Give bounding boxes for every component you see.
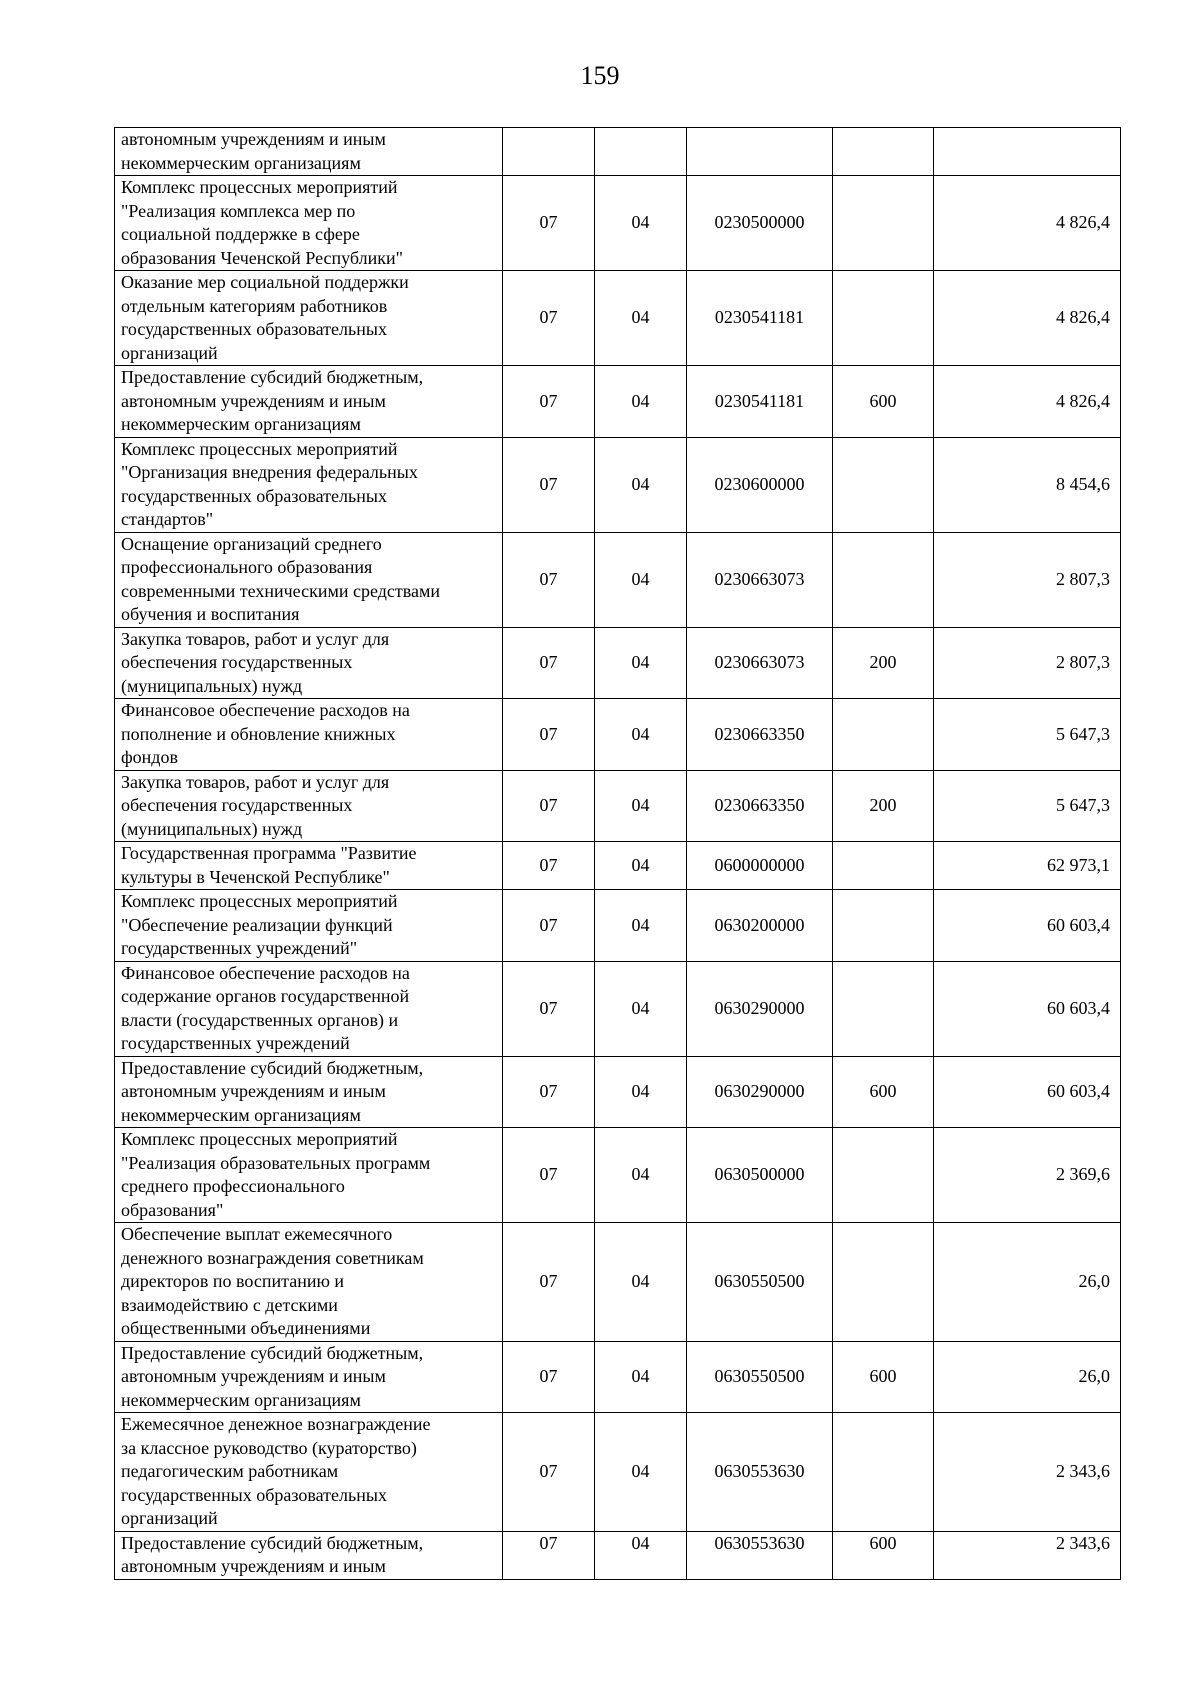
description-line: организаций (121, 342, 218, 363)
section-code: 07 (503, 1056, 595, 1128)
subsection-code: 04 (595, 1341, 687, 1413)
description-line: власти (государственных органов) и (121, 1009, 399, 1030)
description-line: автономным учреждениям и иным (121, 1366, 386, 1386)
amount: 26,0 (934, 1223, 1121, 1342)
description-line: Финансовое обеспечение расходов на (121, 700, 410, 720)
description-line: обучения и воспитания (121, 604, 300, 624)
section-code (503, 128, 595, 176)
table-row (115, 437, 1121, 532)
table-row (115, 770, 1121, 842)
description-line: отдельным категориям работников (121, 295, 388, 316)
description-line: "Обеспечение реализации функций (121, 914, 393, 935)
expense-type-code: 200 (833, 627, 934, 699)
row-description (115, 128, 503, 176)
table-row (115, 699, 1121, 771)
description-line: культуры в Чеченской Республике" (121, 866, 390, 887)
description-line: Оказание мер социальной поддержки (121, 272, 409, 292)
subsection-code: 04 (595, 961, 687, 1056)
table-row (115, 1128, 1121, 1223)
description-line: Обеспечение выплат ежемесячного (121, 1224, 393, 1244)
target-article-code: 0230663350 (687, 770, 833, 842)
section-code: 07 (503, 1341, 595, 1413)
description-line: "Реализация комплекса мер по (121, 200, 356, 221)
target-article-code: 0600000000 (687, 842, 833, 890)
description-line: современными техническими средствами (121, 580, 441, 601)
expense-type-code (833, 699, 934, 771)
section-code: 07 (503, 890, 595, 962)
description-line: обеспечения государственных (121, 652, 353, 672)
section-code: 07 (503, 842, 595, 890)
description-line: Комплекс процессных мероприятий (121, 891, 398, 911)
table-row (115, 1413, 1121, 1532)
table-row (115, 1056, 1121, 1128)
subsection-code: 04 (595, 1128, 687, 1223)
section-code: 07 (503, 176, 595, 271)
description-line: профессионального образования (121, 557, 373, 577)
subsection-code: 04 (595, 699, 687, 771)
target-article-code: 0230663350 (687, 699, 833, 771)
expense-type-code (833, 890, 934, 962)
target-article-code: 0230500000 (687, 176, 833, 271)
description-line: стандартов" (121, 509, 214, 529)
description-line: Закупка товаров, работ и услуг для (121, 628, 390, 649)
description-line: общественными объединениями (121, 1318, 371, 1338)
expense-type-code: 200 (833, 770, 934, 842)
row-description (115, 842, 503, 890)
subsection-code (595, 128, 687, 176)
amount: 60 603,4 (934, 1056, 1121, 1128)
section-code: 07 (503, 532, 595, 627)
description-line: образования Чеченской Республики" (121, 247, 403, 268)
section-code: 07 (503, 366, 595, 438)
row-description (115, 890, 503, 962)
target-article-code: 0630500000 (687, 1128, 833, 1223)
description-line: "Реализация образовательных программ (121, 1152, 431, 1173)
description-line: государственных учреждений" (121, 938, 358, 958)
target-article-code: 0630550500 (687, 1341, 833, 1413)
target-article-code: 0230541181 (687, 366, 833, 438)
budget-table-body (115, 128, 1121, 1580)
row-description (115, 271, 503, 366)
target-article-code: 0630290000 (687, 1056, 833, 1128)
amount: 4 826,4 (934, 176, 1121, 271)
expense-type-code (833, 128, 934, 176)
expense-type-code (833, 532, 934, 627)
amount: 4 826,4 (934, 271, 1121, 366)
section-code: 07 (503, 437, 595, 532)
amount: 2 343,6 (934, 1413, 1121, 1532)
amount: 8 454,6 (934, 437, 1121, 532)
expense-type-code (833, 1223, 934, 1342)
description-line: Комплекс процессных мероприятий (121, 1129, 398, 1149)
expense-type-code (833, 961, 934, 1056)
description-line: фондов (121, 747, 178, 767)
row-description (115, 1341, 503, 1413)
description-line: Оснащение организаций среднего (121, 533, 382, 554)
table-row (115, 271, 1121, 366)
subsection-code: 04 (595, 1413, 687, 1532)
description-line: образования" (121, 1199, 224, 1220)
amount: 62 973,1 (934, 842, 1121, 890)
description-line: денежного вознаграждения советникам (121, 1247, 424, 1268)
amount: 2 343,6 (934, 1531, 1121, 1579)
description-line: (муниципальных) нужд (121, 675, 303, 696)
description-line: Государственная программа "Развитие (121, 843, 417, 863)
section-code: 07 (503, 1531, 595, 1579)
amount: 2 369,6 (934, 1128, 1121, 1223)
amount: 60 603,4 (934, 961, 1121, 1056)
row-description (115, 961, 503, 1056)
description-line: государственных образовательных (121, 485, 387, 506)
description-line: Предоставление субсидий бюджетным, (121, 1057, 424, 1078)
subsection-code: 04 (595, 176, 687, 271)
description-line: педагогическим работникам (121, 1461, 339, 1481)
section-code: 07 (503, 1128, 595, 1223)
amount: 60 603,4 (934, 890, 1121, 962)
table-row (115, 627, 1121, 699)
description-line: Комплекс процессных мероприятий (121, 177, 398, 197)
target-article-code: 0230663073 (687, 627, 833, 699)
amount: 2 807,3 (934, 532, 1121, 627)
page-number: 159 (580, 61, 620, 90)
table-row (115, 176, 1121, 271)
description-line: Предоставление субсидий бюджетным, (121, 367, 424, 387)
amount: 26,0 (934, 1341, 1121, 1413)
section-code: 07 (503, 1223, 595, 1342)
subsection-code: 04 (595, 437, 687, 532)
expense-type-code: 600 (833, 366, 934, 438)
budget-table (114, 127, 1121, 1580)
section-code: 07 (503, 1413, 595, 1532)
description-line: среднего профессионального (121, 1176, 345, 1196)
description-line: некоммерческим организациям (121, 1389, 361, 1410)
row-description (115, 1223, 503, 1342)
expense-type-code (833, 271, 934, 366)
description-line: Ежемесячное денежное вознаграждение (121, 1414, 431, 1434)
description-line: государственных учреждений (121, 1033, 350, 1053)
description-line: автономным учреждениям и иным (121, 390, 386, 411)
row-description (115, 1531, 503, 1579)
subsection-code: 04 (595, 1223, 687, 1342)
subsection-code: 04 (595, 627, 687, 699)
subsection-code: 04 (595, 1531, 687, 1579)
expense-type-code (833, 176, 934, 271)
description-line: Предоставление субсидий бюджетным, (121, 1342, 424, 1363)
expense-type-code: 600 (833, 1341, 934, 1413)
expense-type-code: 600 (833, 1531, 934, 1579)
expense-type-code (833, 1128, 934, 1223)
target-article-code: 0630200000 (687, 890, 833, 962)
description-line: взаимодействию с детскими (121, 1294, 338, 1315)
row-description (115, 1413, 503, 1532)
description-line: Предоставление субсидий бюджетным, (121, 1532, 424, 1553)
section-code: 07 (503, 699, 595, 771)
table-row (115, 961, 1121, 1056)
table-row (115, 366, 1121, 438)
description-line: Комплекс процессных мероприятий (121, 438, 398, 459)
description-line: (муниципальных) нужд (121, 818, 303, 839)
expense-type-code (833, 842, 934, 890)
table-row (115, 128, 1121, 176)
description-line: за классное руководство (кураторство) (121, 1437, 417, 1458)
description-line: некоммерческим организациям (121, 1104, 361, 1125)
target-article-code: 0630290000 (687, 961, 833, 1056)
description-line: некоммерческим организациям (121, 152, 361, 173)
row-description (115, 366, 503, 438)
row-description (115, 627, 503, 699)
row-description (115, 437, 503, 532)
subsection-code: 04 (595, 1056, 687, 1128)
target-article-code: 0630550500 (687, 1223, 833, 1342)
amount (934, 128, 1121, 176)
description-line: Финансовое обеспечение расходов на (121, 962, 410, 983)
row-description (115, 176, 503, 271)
description-line: автономным учреждениям и иным (121, 129, 386, 149)
amount: 5 647,3 (934, 699, 1121, 771)
subsection-code: 04 (595, 271, 687, 366)
description-line: "Организация внедрения федеральных (121, 462, 418, 482)
expense-type-code (833, 1413, 934, 1532)
subsection-code: 04 (595, 366, 687, 438)
table-row (115, 1223, 1121, 1342)
description-line: обеспечения государственных (121, 795, 353, 815)
description-line: директоров по воспитанию и (121, 1271, 345, 1291)
expense-type-code: 600 (833, 1056, 934, 1128)
row-description (115, 770, 503, 842)
target-article-code: 0230663073 (687, 532, 833, 627)
row-description (115, 1128, 503, 1223)
table-row (115, 1531, 1121, 1579)
section-code: 07 (503, 770, 595, 842)
target-article-code: 0630553630 (687, 1531, 833, 1579)
table-row (115, 890, 1121, 962)
row-description (115, 1056, 503, 1128)
subsection-code: 04 (595, 532, 687, 627)
row-description (115, 532, 503, 627)
expense-type-code (833, 437, 934, 532)
amount: 5 647,3 (934, 770, 1121, 842)
target-article-code (687, 128, 833, 176)
description-line: государственных образовательных (121, 319, 387, 339)
table-row (115, 842, 1121, 890)
table-row (115, 1341, 1121, 1413)
section-code: 07 (503, 271, 595, 366)
amount: 2 807,3 (934, 627, 1121, 699)
subsection-code: 04 (595, 890, 687, 962)
description-line: некоммерческим организациям (121, 414, 361, 434)
description-line: автономным учреждениям и иным (121, 1556, 386, 1576)
section-code: 07 (503, 627, 595, 699)
description-line: государственных образовательных (121, 1484, 387, 1505)
description-line: автономным учреждениям и иным (121, 1081, 386, 1101)
table-row (115, 532, 1121, 627)
subsection-code: 04 (595, 842, 687, 890)
section-code: 07 (503, 961, 595, 1056)
target-article-code: 0230541181 (687, 271, 833, 366)
target-article-code: 0230600000 (687, 437, 833, 532)
amount: 4 826,4 (934, 366, 1121, 438)
description-line: содержание органов государственной (121, 986, 410, 1006)
target-article-code: 0630553630 (687, 1413, 833, 1532)
description-line: Закупка товаров, работ и услуг для (121, 771, 390, 792)
row-description (115, 699, 503, 771)
description-line: пополнение и обновление книжных (121, 723, 396, 744)
subsection-code: 04 (595, 770, 687, 842)
description-line: организаций (121, 1508, 218, 1528)
description-line: социальной поддержке в сфере (121, 224, 360, 244)
